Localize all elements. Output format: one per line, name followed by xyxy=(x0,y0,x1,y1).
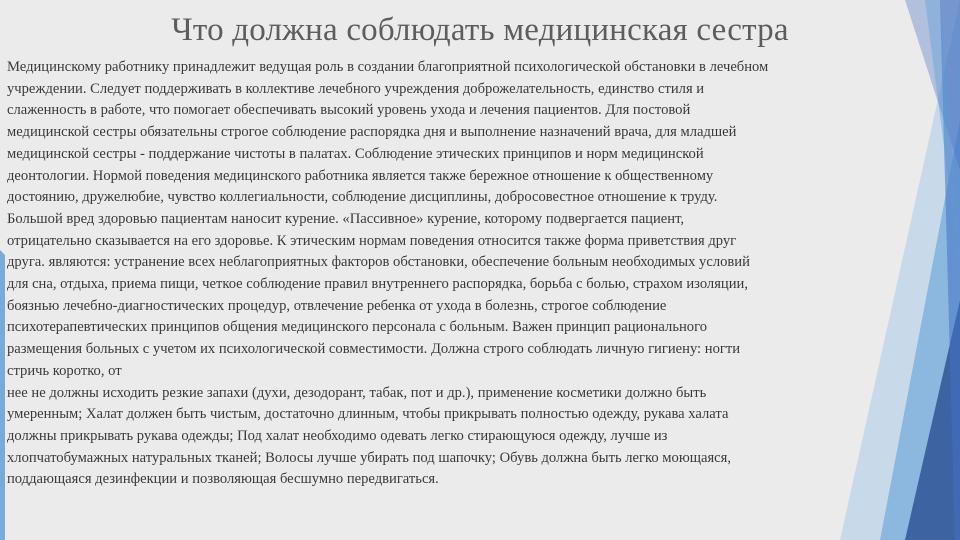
left-accent-strip xyxy=(0,250,5,540)
body-line: слаженность в работе, что помогает обеспечивать высокий уровень ухода и лечения пациентов. Для постовой xyxy=(7,102,691,119)
body-line: нее не должны исходить резкие запахи (духи, дезодорант, табак, пот и др.), применение косметики должно быть xyxy=(7,384,707,401)
body-line: должны прикрывать рукава одежды; Под халат необходимо одевать легко стирающуюся одежду, лучше из xyxy=(7,427,668,444)
slide-title: Что должна соблюдать медицинская сестра xyxy=(171,12,789,48)
body-line: достоянию, дружелюбие, чувство коллегиальности, соблюдение дисциплины, добросовестное отношение к труду. xyxy=(7,189,718,206)
body-line: психотерапевтических принципов общения медицинского персонала с больным. Важен принцип рационального xyxy=(7,319,708,336)
slide-body-text xyxy=(7,57,955,491)
body-line: медицинской сестры обязательны строгое соблюдение распорядка дня и выполнение назначений врача, для младшей xyxy=(7,124,737,141)
body-line: деонтологии. Нормой поведения медицинского работника является также бережное отношение к общественному xyxy=(7,167,714,184)
body-line: медицинской сестры - поддержание чистоты в палатах. Соблюдение этических принципов и норм медицинской xyxy=(7,145,704,162)
body-line: поддающаяся дезинфекции и позволяющая бесшумно передвигаться. xyxy=(7,471,439,488)
body-line: Медицинскому работнику принадлежит ведущая роль в создании благоприятной психологической обстановки в лечебном xyxy=(7,59,769,75)
body-line: для сна, отдыха, приема пищи, четкое соблюдение правил внутреннего распорядка, борьба с болью, страхом изоляции, xyxy=(7,276,749,293)
body-line: Большой вред здоровью пациентам наносит курение. «Пассивное» курение, которому подвергается пациент, xyxy=(7,210,685,227)
body-line: друга. являются: устранение всех неблагоприятных факторов обстановки, обеспечение больным необходимых условий xyxy=(7,254,750,271)
body-line: умеренным; Халат должен быть чистым, достаточно длинным, чтобы прикрывать полностью одежду, рукава халата xyxy=(7,406,729,423)
body-line: боязнью лечебно-диагностических процедур, отвлечение ребенка от ухода в болезнь, строгое соблюдение xyxy=(7,297,667,314)
body-line: учреждении. Следует поддерживать в коллективе лечебного учреждения доброжелательность, единство стиля и xyxy=(7,80,705,97)
body-line: отрицательно сказывается на его здоровье. К этическим нормам поведения относится также форма приветствия друг xyxy=(7,232,737,249)
body-line: хлопчатобумажных натуральных тканей; Волосы лучше убирать под шапочку; Обувь должна быть легко моющаяся, xyxy=(7,449,731,466)
body-line: стричь коротко, от xyxy=(7,362,122,379)
body-line: размещения больных с учетом их психологической совместимости. Должна строго соблюдать личную гигиену: ногти xyxy=(7,341,741,358)
